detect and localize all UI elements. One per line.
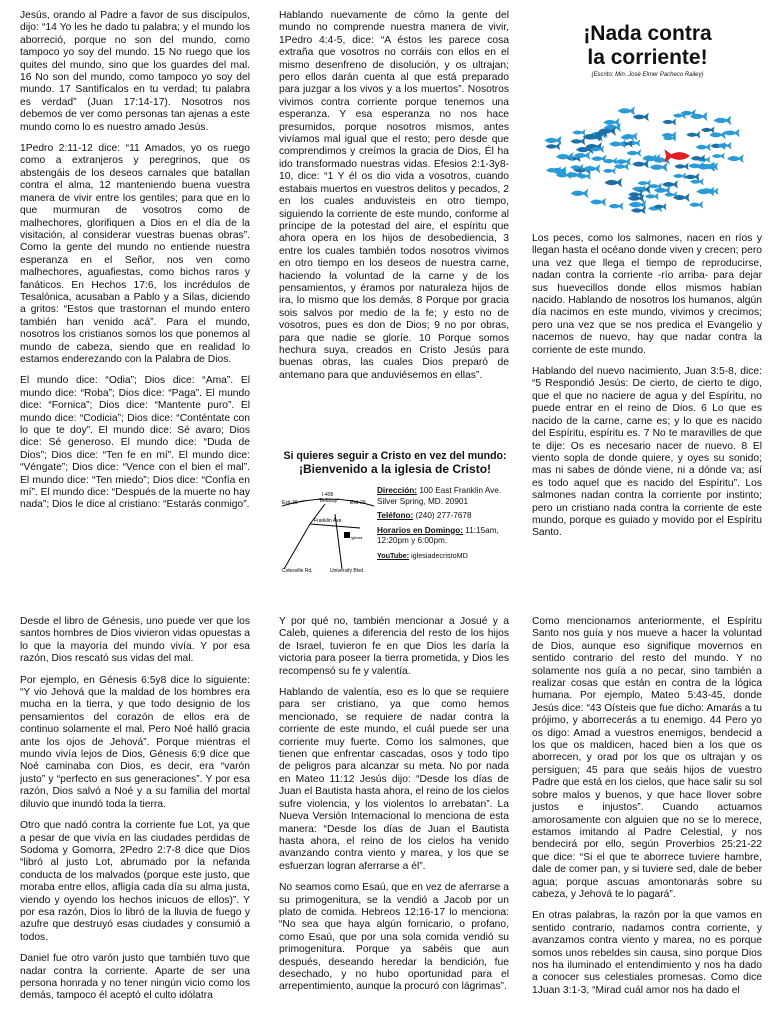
hours-value: 11:15am, 12:20pm y 6:00pm. xyxy=(377,525,499,545)
invitation xyxy=(279,450,511,476)
blue-fish-icon xyxy=(627,149,642,157)
address-value: 100 East Franklin Ave. Silver Spring, MD. 20901 xyxy=(377,486,502,506)
blue-fish-icon xyxy=(590,198,606,207)
map-label: iglesia xyxy=(351,535,363,540)
church-marker-icon xyxy=(344,532,350,538)
cover-title-line-2: la corriente! xyxy=(587,46,708,69)
column-6 xyxy=(532,616,762,1024)
map-label: Franklin Ave. xyxy=(314,518,343,524)
blue-fish-icon xyxy=(571,189,589,198)
blue-fish-icon xyxy=(674,163,688,171)
blue-fish-icon xyxy=(572,129,585,136)
phone-label: Teléfono: xyxy=(377,511,414,520)
fish-school-illustration xyxy=(538,92,758,220)
hours-row xyxy=(377,526,513,547)
paragraph: No seamos como Esaú, que en vez de aferrarse a su primogenitura, se la vendió a Jacob por un plato de comida. Hebreos 12:16-17 lo menciona: “No sea que haya algún fornicario, o profano, como Esaú, que por una sola comida vendió su primogenitura. Porque ya sabéis que aun después, deseando heredar la bendición, fue desechado, y no hubo oportunidad para el arrepentimiento, aunque la procuró con lágrimas”. xyxy=(279,882,509,993)
column-3 xyxy=(532,233,762,573)
blue-fish-icon xyxy=(673,172,686,179)
phone-value: (240) 277-7678 xyxy=(413,511,472,520)
blue-fish-icon xyxy=(685,173,700,181)
paragraph: 1Pedro 2:11-12 dice: “11 Amados, yo os ruego como a extranjeros y peregrinos, que os abstengáis de los deseos carnales que batallan contra el alma, 12 manteniendo buena vuestra manera de vivir entre los gentiles; para que en lo que murmuran de vosotros como de malhechores, glorifiquen a Dios en el día de la visitación, al considerar vuestras buenas obras”. Como la gente del mundo no entiende nuestra esperanza en el Señor, nos ven como malhechores, aguafiestas, como bichos raros y fanáticos. En Hechos 17:6, los incrédulos de Tesalónica, acusaban a Pablo y a Silas, diciendo a gritos: “Estos que trastornan el mundo entero también han venido acá”. Para el mundo, nosotros los cristianos somos los que ponemos al mundo de cabeza, siendo que en realidad lo estamos enderezando con la Palabra de Dios. xyxy=(20,143,250,365)
blue-fish-icon xyxy=(724,129,740,138)
blue-fish-icon xyxy=(631,207,646,215)
church-location-map xyxy=(280,484,376,574)
blue-fish-icon xyxy=(701,126,715,133)
paragraph: Jesús, orando al Padre a favor de sus discípulos, dijo: “14 Yo les he dado tu palabra; y el mundo los aborreció, porque no son del mundo, como tampoco yo soy del mundo. 15 No ruego que los quites del mundo, sino que los guardes del mal. 16 No son del mundo, como tampoco yo soy del mundo. 17 Santifícalos en tu verdad; tu palabra es verdad” (Juan 17:14-17). Nosotros nos debemos de ver como personas tan ajenas a este mundo como lo es nuestro amado Jesús. xyxy=(20,10,250,133)
church-info xyxy=(377,486,513,565)
blue-fish-icon xyxy=(689,201,703,208)
blue-fish-icon xyxy=(709,130,725,139)
blue-fish-icon xyxy=(696,187,714,197)
column-5 xyxy=(279,616,509,1024)
paragraph: Hablando de valentía, eso es lo que se requiere para ser cristiano, ya que como hemos mencionado, se requiere de nadar contra la corriente de este mundo, el cuál puede ser una corriente muy fuerte. Como los salmones, que tienen que enfrentar cascadas, osos y todo tipo de peligros para alcanzar su meta. No por nada en Mateo 11:12 Jesús dijo: “Desde los días de Juan el Bautista hasta ahora, el reino de los cielos sufre violencia, y los violentos lo arrebatan”. La Nueva Versión Internacional lo menciona de esta manera: “Desde los días de Juan el Bautista hasta ahora, el reino de los cielos ha venido avanzando contra viento y marea, y los que se esfuerzan logran aferrarse a él”. xyxy=(279,687,509,872)
cover-title xyxy=(540,22,755,70)
blue-fish-icon xyxy=(546,143,561,151)
paragraph: En otras palabras, la razón por la que vamos en sentido contrario, nadamos contra corriente, y avanzamos contra viento y marea, no es porque somos unos rebeldes sin causa, sino porque Dios nos ha iluminado el entendimiento y nos ha dado a conocer sus celestiales promesas. Como dice 1Juan 3:1-3, “Mirad cuál amor nos ha dado el xyxy=(532,910,762,996)
paragraph: Daniel fue otro varón justo que también tuvo que nadar contra la corriente. Aparte de ser una persona honrada y no tener ningún vicio como los demás, tampoco él aceptó el culto idólatra xyxy=(20,953,250,1002)
blue-fish-icon xyxy=(690,178,704,185)
paragraph: Y por qué no, también mencionar a Josué y a Caleb, quienes a diferencia del resto de los hijos de Israel, tuvieron fe en que Dios les daría la victoria para poseer la tierra prometida, y Dios les recompensó su fe y valentía. xyxy=(279,616,509,677)
youtube-value: iglesiadecristoMD xyxy=(409,550,468,560)
blue-fish-icon xyxy=(686,131,700,138)
paragraph: Los peces, como los salmones, nacen en ríos y llegan hasta el océano donde viven y crecen; pero una vez que llega el tiempo de reproducirse, nadan contra la corriente -río arriba- para dejar sus huevecillos donde ellos mismos habían nacido. Hablando de nosotros los humanos, algún día nacimos en este mundo, vivimos y crecimos; pero una vez que se nos predica el Evangelio y nacemos de nuevo, hay que nadar contra la corriente de este mundo. xyxy=(532,233,762,356)
column-4 xyxy=(20,616,250,1024)
paragraph: Desde el libro de Génesis, uno puede ver que los santos hombres de Dios vivieron vidas opuestas a lo que la mayoría del mundo vivía. Y por esa razón, Dios rescató sus vidas del mal. xyxy=(20,616,250,665)
map-label: University Blvd. xyxy=(330,568,365,574)
blue-fish-icon xyxy=(615,157,631,165)
invitation-line-1: Si quieres seguir a Cristo en vez del mundo: xyxy=(283,450,507,462)
blue-fish-icon xyxy=(712,153,725,160)
blue-fish-icon xyxy=(662,118,676,125)
map-label: "Beltway" xyxy=(318,498,340,504)
blue-fish-icon xyxy=(633,113,649,122)
column-1 xyxy=(20,10,250,585)
phone-row xyxy=(377,511,513,522)
map-label: I-495 xyxy=(322,492,334,498)
blue-fish-icon xyxy=(696,143,711,151)
blue-fish-icon xyxy=(650,162,668,172)
cover-byline: {Escrito: Min. José Elmer Pacheco Railey} xyxy=(591,72,704,78)
blue-fish-icon xyxy=(714,116,732,125)
blue-fish-icon xyxy=(604,178,622,187)
paragraph: Hablando nuevamente de cómo la gente del mundo no comprende nuestra manera de vivir, 1Pedro 4:4-5, dice: “A éstos les parece cosa extraña que vosotros no corráis con ellos en el mismo desenfreno de disolución, y os ultrajan; pero ellos darán cuenta al que está preparado para juzgar a los vivos y a los muertos”. Nosotros vivimos contra corriente porque tenemos una esperanza. Y esa esperanza no nos hace presumidos, porque nosotros mismos, antes vivíamos mal igual que el resto; pero desde que comprendimos y creímos la gracia de Dios, Él ha ido transformado nuestras vidas. Efesios 2:1-3y8-10, dice: “1 Y él os dio vida a vosotros, cuando estabais muertos en vuestros delitos y pecados, 2 en los cuales anduvisteis en otro tiempo, siguiendo la corriente de este mundo, conforme al príncipe de la potestad del aire, el espíritu que ahora opera en los hijos de desobediencia, 3 entre los cuales también todos nosotros vivimos en otro tiempo en los deseos de nuestra carne, haciendo la voluntad de la carne y de los pensamientos, y éramos por naturaleza hijos de ira, lo mismo que los demás. 8 Porque por gracia sois salvos por medio de la fe; y esto no de vosotros, pues es don de Dios; 9 no por obras, para que nadie se gloríe. 10 Porque somos hechura suya, creados en Cristo Jesús para buenas obras, las cuales Dios preparó de antemano para que anduviésemos en ellas”. xyxy=(279,10,509,381)
invitation-line-2: ¡Bienvenido a la iglesia de Cristo! xyxy=(298,462,492,476)
map-label: Exit-29 xyxy=(350,500,366,506)
address-row xyxy=(377,486,513,507)
column-2 xyxy=(279,10,509,446)
map-label: Colesville Rd. xyxy=(282,568,313,574)
cover-title-line-1: ¡Nada contra xyxy=(583,22,712,45)
blue-fish-icon xyxy=(637,180,650,187)
paragraph: El mundo dice: “Odia”; Dios dice: “Ama”. El mundo dice: “Roba”; Dios dice: “Paga”. El mundo dice: “Fornica”; Dios dice: “Mantente puro”. El mundo dice: “Codicia”; Dios dice: “Conténtate con lo que te doy”. El mundo dice: Sé avaro; Dios dice: Sé generoso. El mundo dice: “Duda de Dios”; Dios dice: “Ten fe en mí”. El mundo dice: “Véngate”; Dios dice: “Vence con el bien el mal”. El mundo dice: “Ten miedo”; Dios dice: “Confía en mí”. El mundo dice: “Después de la muerte no hay nada”; Dios le dice al cristiano: “Estarás conmigo”. xyxy=(20,375,250,511)
paragraph: Por ejemplo, en Génesis 6:5y8 dice lo siguiente: “Y vio Jehová que la maldad de los hombres era mucha en la tierra, y que todo designio de los pensamientos del corazón de ellos era de continuo solamente el mal. Pero Noé halló gracia ante los ojos de Jehová”. Porque mientras el mundo vivía lejos de Dios, Génesis 6:9 dice que Noé caminaba con Dios, es decir, era “varón justo” y “perfecto en sus generaciones”. Y por esa razón, Dios salvó a Noé y a su familia del mortal diluvio que inundó toda la tierra. xyxy=(20,674,250,810)
hours-label: Horarios en Domingo: xyxy=(377,525,463,535)
blue-fish-icon xyxy=(632,160,649,169)
address-label: Dirección: xyxy=(377,486,418,495)
blue-fish-icon xyxy=(618,106,635,115)
blue-fish-icon xyxy=(609,202,624,210)
youtube-label: YouTube: xyxy=(377,550,410,560)
blue-fish-icon xyxy=(727,154,744,163)
blue-fish-icon xyxy=(609,140,625,149)
paragraph: Otro que nadó contra la corriente fue Lot, ya que a pesar de que vivía en las ciudades perdidas de Sodoma y Gomorra, 2Pedro 2:7-8 dice que Dios “libró al justo Lot, abrumado por la nefanda conducta de los malvados (porque este justo, que moraba entre ellos, afligía cada día su alma justa, viendo y oyendo los hechos inicuos de ellos)”. Y por esa razón, Dios lo libró de la lluvia de fuego y azufre que destruyó esas ciudades y consumió a todos. xyxy=(20,820,250,943)
paragraph: Hablando del nuevo nacimiento, Juan 3:5-8, dice: “5 Respondió Jesús: De cierto, de cierto te digo, que el que no naciere de agua y del Espíritu, no puede entrar en el reino de Dios. 6 Lo que es nacido de la carne, carne es; y lo que es nacido del Espíritu, espíritu es. 7 No te maravilles de que te dije: Os es necesario nacer de nuevo. 8 El viento sopla de donde quiere, y oyes su sonido; mas ni sabes de dónde viene, ni a dónde va; así es todo aquel que es nacido del Espíritu”. Los salmones nadan contra la corriente por instinto; pero un cristiano nada contra la corriente de este mundo, porque es guiado y movido por el Espíritu Santo. xyxy=(532,366,762,539)
map-label: Exit-30 xyxy=(282,500,298,506)
youtube-row[interactable] xyxy=(377,551,513,562)
blue-fish-icon xyxy=(603,167,616,174)
blue-fish-icon xyxy=(645,193,659,200)
blue-fish-icon xyxy=(583,164,601,173)
blue-fish-icon xyxy=(570,137,585,145)
paragraph: Como mencionamos anteriormente, el Espíritu Santo nos guía y nos mueve a hacer la voluntad de Dios, aunque eso signifique movernos en sentido contrario del resto del mundo. Y no solamente nos guía a no pecar, sino también a realizar cosas que están en contra de la lógica humana. Por ejemplo, Mateo 5:43-45, donde Jesús dice: “43 Oísteis que fue dicho: Amarás a tu prójimo, y aborrecerás a tu enemigo. 44 Pero yo os digo: Amad a vuestros enemigos, bendecid a los que os maldicen, haced bien a los que os aborrecen, y orad por los que os ultrajan y os persiguen; 45 para que seáis hijos de vuestro Padre que está en los cielos, que hace salir su sol sobre malos y buenos, y que hace llover sobre justos e injustos”. Cuando actuamos amorosamente con alguien que no se lo merece, estamos imitando al Padre Celestial, y nos bendecirá por ello, según Proverbios 25:21-22 que dice: “Si el que te aborrece tuviere hambre, dale de comer pan, y si tuviere sed, dale de beber agua; porque ascuas amontonarás sobre su cabeza, y Jehová te lo pagará”. xyxy=(532,616,762,900)
